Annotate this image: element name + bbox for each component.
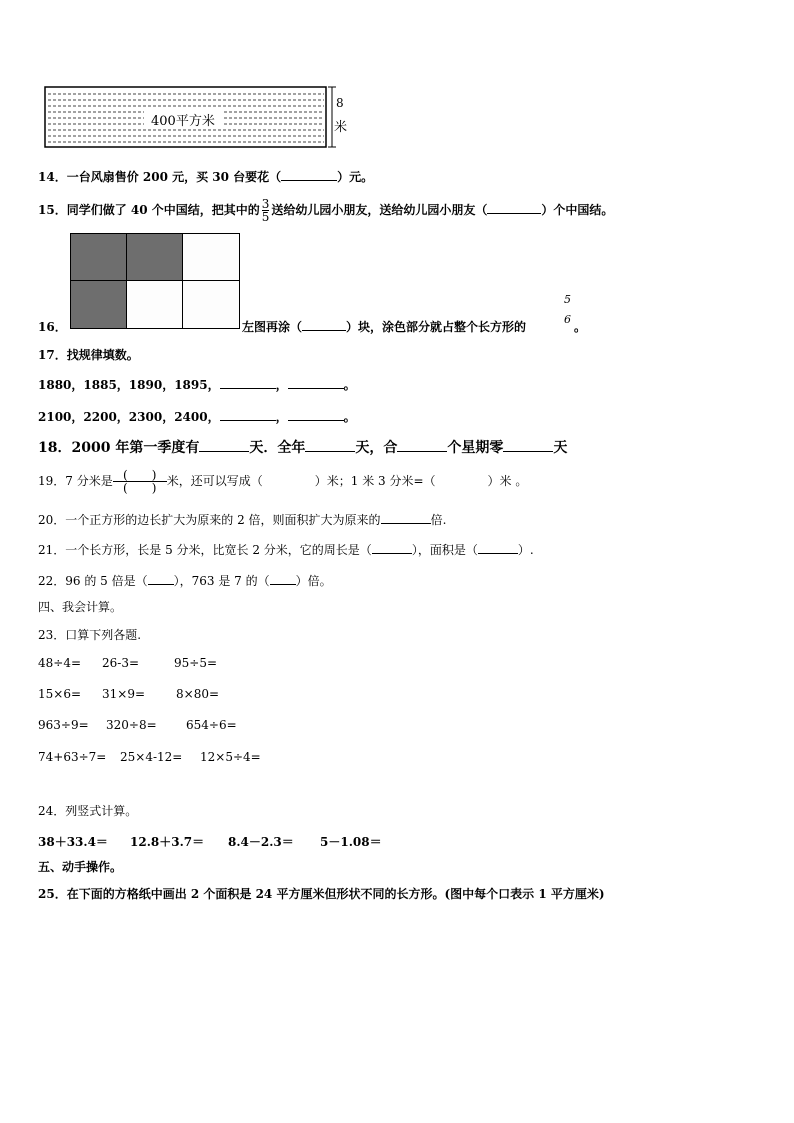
calc-item: 95÷5=	[174, 656, 218, 670]
answer-blank[interactable]	[302, 318, 346, 331]
fraction-five-sixths: 5 6	[564, 293, 571, 326]
calc-item: 8×80=	[176, 687, 220, 701]
question-number: 25．	[38, 887, 67, 901]
question-number: 20．	[38, 513, 66, 527]
side-value: 8	[336, 96, 344, 110]
sequence-numbers: 1880，1885，1890，1895，	[38, 378, 220, 392]
question-16-end: 。	[574, 320, 587, 334]
calc-row-3	[38, 718, 237, 732]
question-16	[242, 318, 526, 335]
grid-cell-blank[interactable]	[183, 281, 239, 328]
question-25	[38, 885, 605, 902]
answer-blank[interactable]	[305, 439, 355, 452]
side-unit: 米	[334, 120, 348, 135]
calc-item: 31×9=	[102, 687, 146, 701]
fraction-three-fifths: $\frac{3}{5}$	[261, 197, 270, 224]
area-label: 400平方米	[151, 114, 215, 129]
answer-blank[interactable]	[372, 541, 412, 554]
section-4-heading: 四、我会计算。	[38, 600, 123, 614]
question-20: 20．一个正方形的边长扩大为原来的 2 倍，则面积扩大为原来的 倍.	[38, 513, 447, 527]
shaded-rectangle-grid	[70, 233, 240, 329]
calc-item: 26-3=	[102, 656, 140, 670]
question-text: 在下面的方格纸中画出 2 个面积是 24 平方厘米但形状不同的长方形。(图中每个口表示 1 平方厘米)	[66, 887, 605, 901]
answer-blank[interactable]	[503, 439, 553, 452]
answer-blank[interactable]	[288, 408, 344, 421]
section-5-heading: 五、动手操作。	[38, 860, 123, 874]
calc-item: 320÷8=	[106, 718, 157, 732]
answer-blank[interactable]	[478, 541, 518, 554]
answer-blank[interactable]	[381, 511, 431, 524]
answer-blank[interactable]	[288, 376, 344, 389]
question-text-mid: 送给幼儿园小朋友，送给幼儿园小朋友（	[271, 203, 488, 217]
calc-item: 12×5÷4=	[200, 750, 261, 764]
field-rectangle-diagram	[44, 86, 354, 148]
calc-row-2	[38, 687, 219, 701]
question-text-mid: ）块，涂色部分就占整个长方形的	[346, 320, 527, 334]
fraction-blank[interactable]: $\frac{( )}{( )}$	[113, 469, 167, 494]
question-text-end: ）个中国结。	[541, 203, 614, 217]
question-15	[38, 196, 613, 224]
question-18: 18．2000 年第一季度有 天．全年 天，合 个星期零 天	[38, 440, 568, 456]
question-23-title: 23．口算下列各题.	[38, 628, 142, 642]
calc-item: 25×4-12=	[120, 750, 183, 764]
question-number: 14．	[38, 170, 67, 184]
sequence-numbers: 2100，2200，2300，2400，	[38, 410, 220, 424]
question-text: 一台风扇售价 200 元，买 30 台要花（	[66, 170, 282, 184]
grid-cell-shaded	[71, 281, 127, 328]
calc-item: 74+63÷7=	[38, 750, 107, 764]
answer-blank[interactable]	[281, 168, 337, 181]
grid-cell-shaded	[127, 234, 183, 281]
grid-cell-shaded	[71, 234, 127, 281]
question-number: 21．	[38, 543, 66, 557]
answer-blank[interactable]	[199, 439, 249, 452]
question-21: 21．一个长方形，长是 5 分米，比宽长 2 分米，它的周长是（ ），面积是（ ）.	[38, 543, 534, 557]
calc-row-1	[38, 656, 217, 670]
question-number: 15．	[38, 203, 67, 217]
answer-blank[interactable]	[148, 572, 174, 585]
question-24-title: 24．列竖式计算。	[38, 804, 138, 818]
question-text: 左图再涂（	[242, 320, 303, 334]
answer-blank[interactable]	[220, 376, 276, 389]
calc-row-4	[38, 750, 261, 764]
question-16-number: 16．	[38, 320, 67, 334]
question-number: 19．	[38, 474, 66, 488]
question-22: 22．96 的 5 倍是（ ），763 是 7 的（ ）倍。	[38, 574, 332, 588]
answer-blank[interactable]	[270, 572, 296, 585]
question-14	[38, 168, 373, 185]
calc-item: 15×6=	[38, 687, 82, 701]
calc-item: 12.8＋3.7＝	[130, 835, 205, 849]
question-19: 19．7 分米是 $\frac{( )}{( )}$ 米，还可以写成（ ）米；1 米 3 分米=（ ）米 。	[38, 468, 528, 495]
calc-item: 8.4－2.3＝	[228, 835, 294, 849]
answer-blank[interactable]	[220, 408, 276, 421]
calc-item: 654÷6=	[186, 718, 237, 732]
question-17-title: 17．找规律填数。	[38, 348, 139, 362]
question-number: 18．	[38, 440, 72, 456]
grid-cell-blank[interactable]	[127, 281, 183, 328]
calc-item: 38＋33.4＝	[38, 835, 108, 849]
calc-item: 963÷9=	[38, 718, 89, 732]
grid-cell-blank[interactable]	[183, 234, 239, 281]
answer-blank[interactable]	[487, 201, 541, 214]
sequence-row-2: 2100，2200，2300，2400， ， 。	[38, 410, 356, 424]
answer-blank[interactable]	[397, 439, 447, 452]
vertical-calc-row	[38, 833, 382, 850]
question-text-end: ）元。	[337, 170, 374, 184]
sequence-row-1: 1880，1885，1890，1895， ， 。	[38, 378, 356, 392]
question-text: 同学们做了 40 个中国结，把其中的	[66, 203, 260, 217]
calc-item: 48÷4=	[38, 656, 82, 670]
question-number: 22．	[38, 574, 66, 588]
calc-item: 5－1.08＝	[320, 835, 382, 849]
